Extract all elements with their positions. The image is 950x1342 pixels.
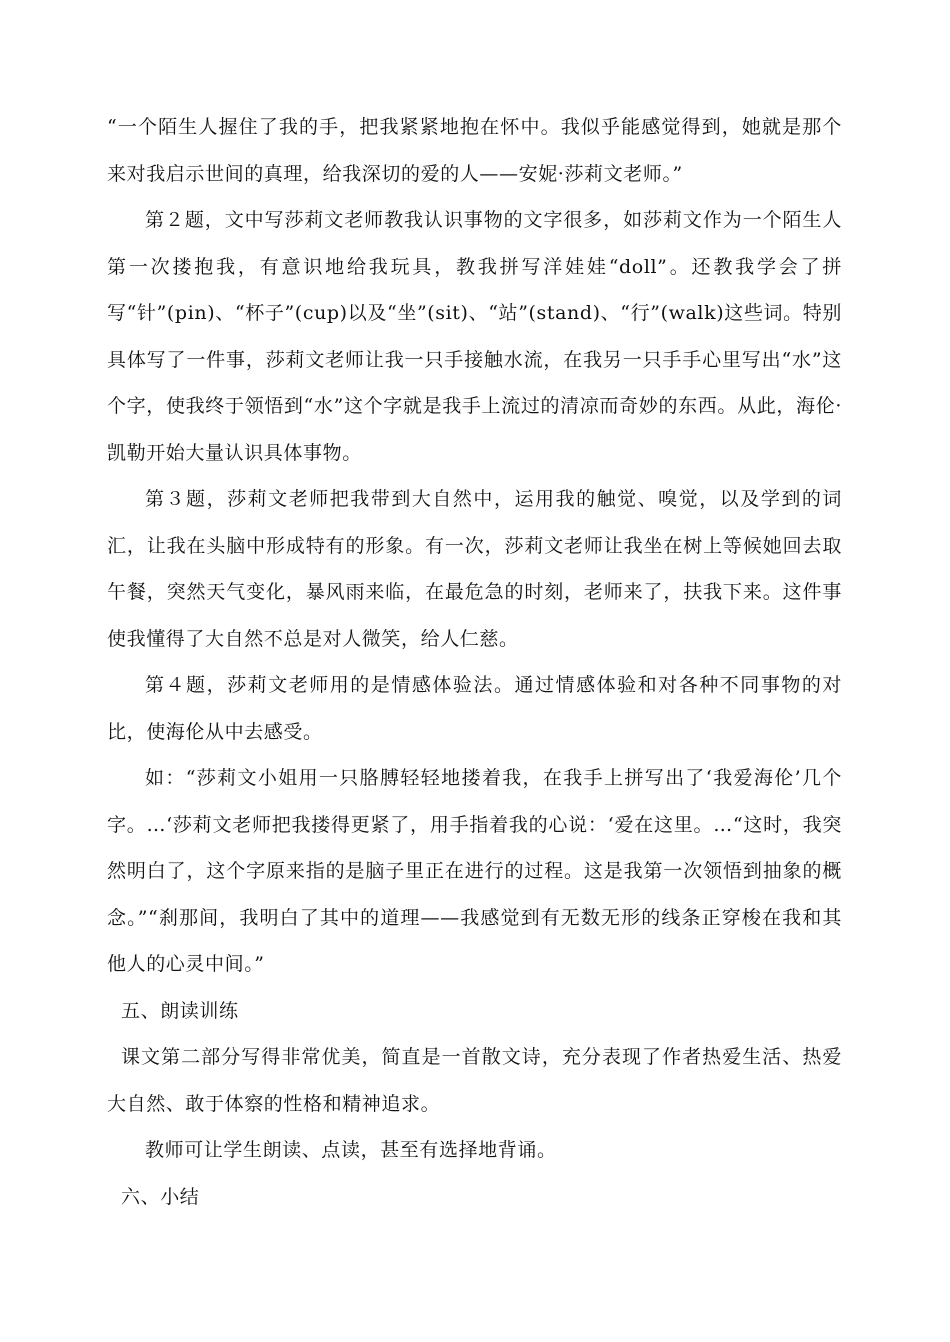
document-page: [107, 104, 842, 1220]
paragraph-teacher-instruction: 教师可让学生朗读、点读，甚至有选择地背诵。: [145, 1139, 557, 1161]
paragraph-quote-intro: “一个陌生人握住了我的手，把我紧紧地抱在怀中。我似乎能感觉得到，她就是那个来对我启示世间的真理，给我深切的爱的人——安妮·莎莉文老师。”: [107, 116, 842, 185]
section-heading-reading-training: 五、朗读训练: [121, 999, 239, 1022]
paragraph-question-3: 第３题，莎莉文老师把我带到大自然中，运用我的触觉、嗅觉，以及学到的词汇，让我在头脑中形成特有的形象。有一次，莎莉文老师让我坐在树上等候她回去取午餐，突然天气变化，暴风雨来临，在最危急的时刻，老师来了，扶我下来。这件事使我懂得了大自然不总是对人微笑，给人仁慈。: [107, 488, 842, 650]
section-heading-summary: 六、小结: [121, 1185, 200, 1208]
paragraph-example-quote: 如：“莎莉文小姐用一只胳膊轻轻地搂着我，在我手上拼写出了‘我爱海伦’几个字。…‘莎莉文老师把我搂得更紧了，用手指着我的心说：‘爱在这里。…“这时，我突然明白了，这个字原来指的是脑子里正在进行的过程。这是我第一次领悟到抽象的概念。”“刹那间，我明白了其中的道理——我感觉到有无数无形的线条正穿梭在我和其他人的心灵中间。”: [107, 767, 842, 975]
paragraph-question-4: 第４题，莎莉文老师用的是情感体验法。通过情感体验和对各种不同事物的对比，使海伦从中去感受。: [107, 674, 842, 743]
paragraph-reading-description: 课文第二部分写得非常优美，简直是一首散文诗，充分表现了作者热爱生活、热爱大自然、敢于体察的性格和精神追求。: [107, 1046, 842, 1115]
paragraph-question-2: 第２题，文中写莎莉文老师教我认识事物的文字很多，如莎莉文作为一个陌生人第一次搂抱我，有意识地给我玩具，教我拼写洋娃娃“doll”。还教我学会了拼写“针”(pin)、“杯子”(cup)以及“坐”(sit)、“站”(stand)、“行”(walk)这些词。特别具体写了一件事，莎莉文老师让我一只手接触水流，在我另一只手手心里写出“水”这个字，使我终于领悟到“水”这个字就是我手上流过的清凉而奇妙的东西。从此，海伦·凯勒开始大量认识具体事物。: [107, 209, 842, 464]
